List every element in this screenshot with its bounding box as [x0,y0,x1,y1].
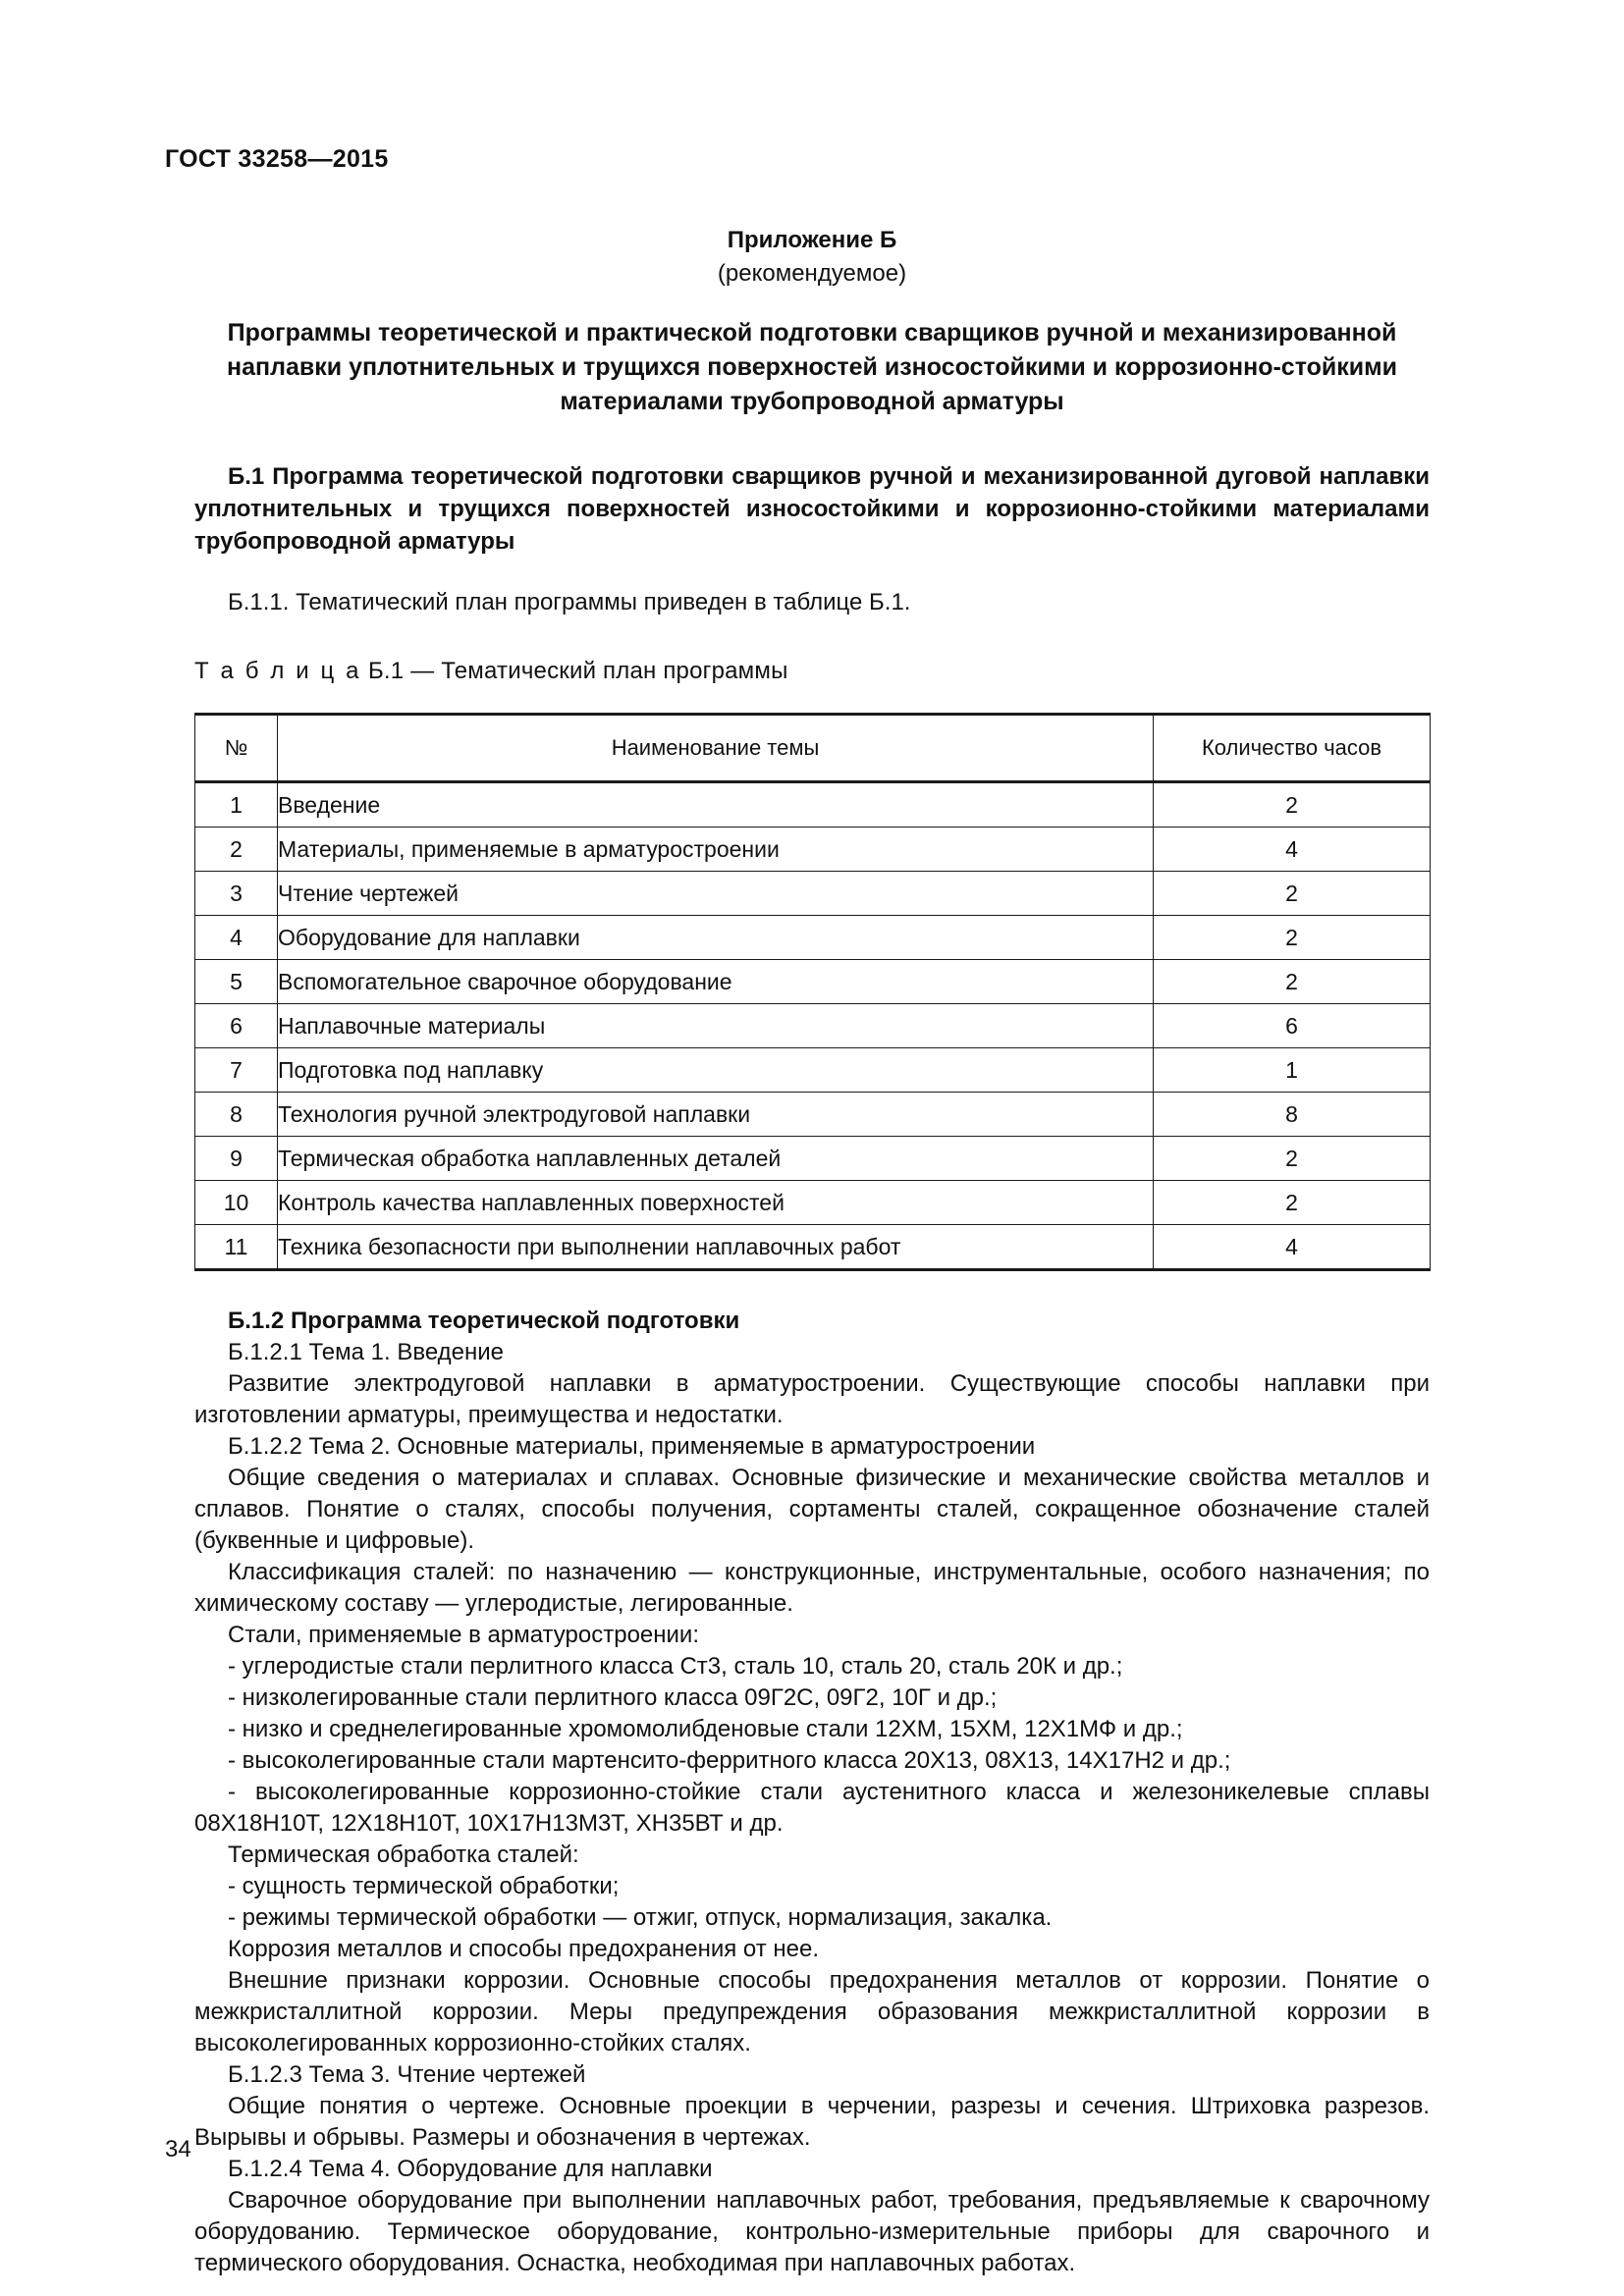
table-row [195,782,1431,828]
heat-treatment-bullet-item: - режимы термической обработки — отжиг, отпуск, нормализация, закалка. [228,1904,1053,1931]
steel-bullet-item: - углеродистые стали перлитного класса Ст3, сталь 10, сталь 20, сталь 20К и др.; [228,1653,1123,1680]
clause-b-1-2-1-text: Развитие электродуговой наплавки в арматуростроении. Существующие способы наплавки при изготовлении арматуры, преимущества и недостатки. [194,1370,1430,1428]
cell-hours: 4 [1154,1225,1431,1270]
column-header-theme-name: Наименование темы [278,715,1154,782]
cell-number: 2 [195,828,278,872]
table-row [195,828,1431,872]
running-head-standard-number: ГОСТ 33258—2015 [165,145,389,173]
cell-theme: Технология ручной электродуговой наплавки [278,1093,1154,1137]
annex-label: Приложение Б [727,227,897,253]
annex-status: (рекомендуемое) [717,260,907,287]
table-row [195,872,1431,916]
table-row [195,916,1431,960]
thematic-plan-table [194,713,1431,1271]
cell-theme: Контроль качества наплавленных поверхностей [278,1181,1154,1225]
steels-intro: Стали, применяемые в арматуростроении: [228,1622,699,1648]
table-caption-prefix: Т а б л и ц а [194,658,362,684]
clause-b-1-2-1-title: Б.1.2.1 Тема 1. Введение [228,1339,504,1365]
table-row [195,1004,1431,1048]
page-content [194,224,1430,2279]
cell-number: 9 [195,1137,278,1181]
column-header-hours: Количество часов [1154,715,1431,782]
clause-b-1-2-4-title: Б.1.2.4 Тема 4. Оборудование для наплавки [228,2156,713,2182]
clause-b-1-2-2-paragraph-2: Классификация сталей: по назначению — конструкционные, инструментальные, особого назначения; по химическому составу — углеродистые, легированные. [194,1559,1430,1617]
heat-treatment-intro: Термическая обработка сталей: [228,1842,579,1868]
clause-b-1-2-4-text: Сварочное оборудование при выполнении наплавочных работ, требования, предъявляемые к сварочному оборудованию. Термическое оборудование, контрольно-измерительные приборы для сварочного и термического оборудования. Оснастка, необходимая при наплавочных работах. [194,2187,1430,2276]
table-row [195,960,1431,1004]
cell-theme: Подготовка под наплавку [278,1048,1154,1093]
clause-b-1-2-2-title: Б.1.2.2 Тема 2. Основные материалы, применяемые в арматуростроении [228,1433,1036,1460]
clause-b-1-2-3-title: Б.1.2.3 Тема 3. Чтение чертежей [228,2061,586,2088]
body-text-block [194,1305,1430,2279]
cell-hours: 2 [1154,1181,1431,1225]
page-number: 34 [165,2136,191,2163]
steel-bullet-item: - низколегированные стали перлитного класса 09Г2С, 09Г2, 10Г и др.; [228,1684,998,1711]
cell-number: 3 [195,872,278,916]
cell-hours: 2 [1154,872,1431,916]
annex-title: Программы теоретической и практической подготовки сварщиков ручной и механизированной наплавки уплотнительных и трущихся поверхностей износостойкими и коррозионно-стойкими материалами трубопроводной арматуры [227,319,1397,415]
table-header-row [195,715,1431,782]
cell-number: 8 [195,1093,278,1137]
cell-hours: 2 [1154,960,1431,1004]
cell-hours: 2 [1154,1137,1431,1181]
cell-number: 5 [195,960,278,1004]
cell-number: 10 [195,1181,278,1225]
cell-number: 4 [195,916,278,960]
clause-b-1-2-2-paragraph-1: Общие сведения о материалах и сплавах. Основные физические и механические свойства металлов и сплавов. Понятие о сталях, способы получения, сортаменты сталей, сокращенное обозначение сталей (буквенные и цифровые). [194,1465,1430,1554]
cell-hours: 8 [1154,1093,1431,1137]
cell-number: 1 [195,782,278,828]
cell-theme: Введение [278,782,1154,828]
steel-bullet-item: - низко и среднелегированные хромомолибденовые стали 12ХМ, 15ХМ, 12Х1МФ и др.; [228,1716,1183,1742]
steel-bullet-item-last: - высоколегированные коррозионно-стойкие стали аустенитного класса и железоникелевые сплавы 08Х18Н10Т, 12Х18Н10Т, 10Х17Н13М3Т, ХН35ВТ и др. [194,1779,1430,1837]
cell-theme: Чтение чертежей [278,872,1154,916]
corrosion-intro: Коррозия металлов и способы предохранения от нее. [228,1936,820,1962]
table-row [195,1225,1431,1270]
cell-number: 6 [195,1004,278,1048]
table-row [195,1048,1431,1093]
cell-hours: 2 [1154,782,1431,828]
table-row [195,1093,1431,1137]
cell-theme: Наплавочные материалы [278,1004,1154,1048]
table-caption-rest: Б.1 — Тематический план программы [361,658,788,684]
table-caption [194,656,1430,687]
clause-b-1-1: Б.1.1. Тематический план программы приведен в таблице Б.1. [228,589,911,615]
cell-theme: Материалы, применяемые в арматуростроении [278,828,1154,872]
clause-b-1-2-3-text: Общие понятия о чертеже. Основные проекции в черчении, разрезы и сечения. Штриховка разрезов. Вырывы и обрывы. Размеры и обозначения в чертежах. [194,2093,1430,2151]
section-b1-heading: Б.1 Программа теоретической подготовки сварщиков ручной и механизированной дуговой наплавки уплотнительных и трущихся поверхностей износостойкими и коррозионно-стойкими материалами трубопроводной арматуры [194,463,1430,555]
column-header-number: № [195,715,278,782]
cell-theme: Вспомогательное сварочное оборудование [278,960,1154,1004]
cell-theme: Оборудование для наплавки [278,916,1154,960]
cell-hours: 2 [1154,916,1431,960]
table-row [195,1181,1431,1225]
cell-theme: Техника безопасности при выполнении наплавочных работ [278,1225,1154,1270]
cell-number: 11 [195,1225,278,1270]
table-row [195,1137,1431,1181]
cell-number: 7 [195,1048,278,1093]
cell-hours: 1 [1154,1048,1431,1093]
corrosion-paragraph: Внешние признаки коррозии. Основные способы предохранения металлов от коррозии. Понятие о межкристаллитной коррозии. Меры предупреждения образования межкристаллитной коррозии в высоколегированных коррозионно-стойких сталях. [194,1967,1430,2056]
clause-b-1-2-heading: Б.1.2 Программа теоретической подготовки [228,1308,740,1334]
cell-hours: 6 [1154,1004,1431,1048]
heat-treatment-bullet-item: - сущность термической обработки; [228,1873,620,1899]
steel-bullet-item: - высоколегированные стали мартенсито-ферритного класса 20Х13, 08Х13, 14Х17Н2 и др.; [228,1747,1231,1774]
cell-theme: Термическая обработка наплавленных деталей [278,1137,1154,1181]
cell-hours: 4 [1154,828,1431,872]
